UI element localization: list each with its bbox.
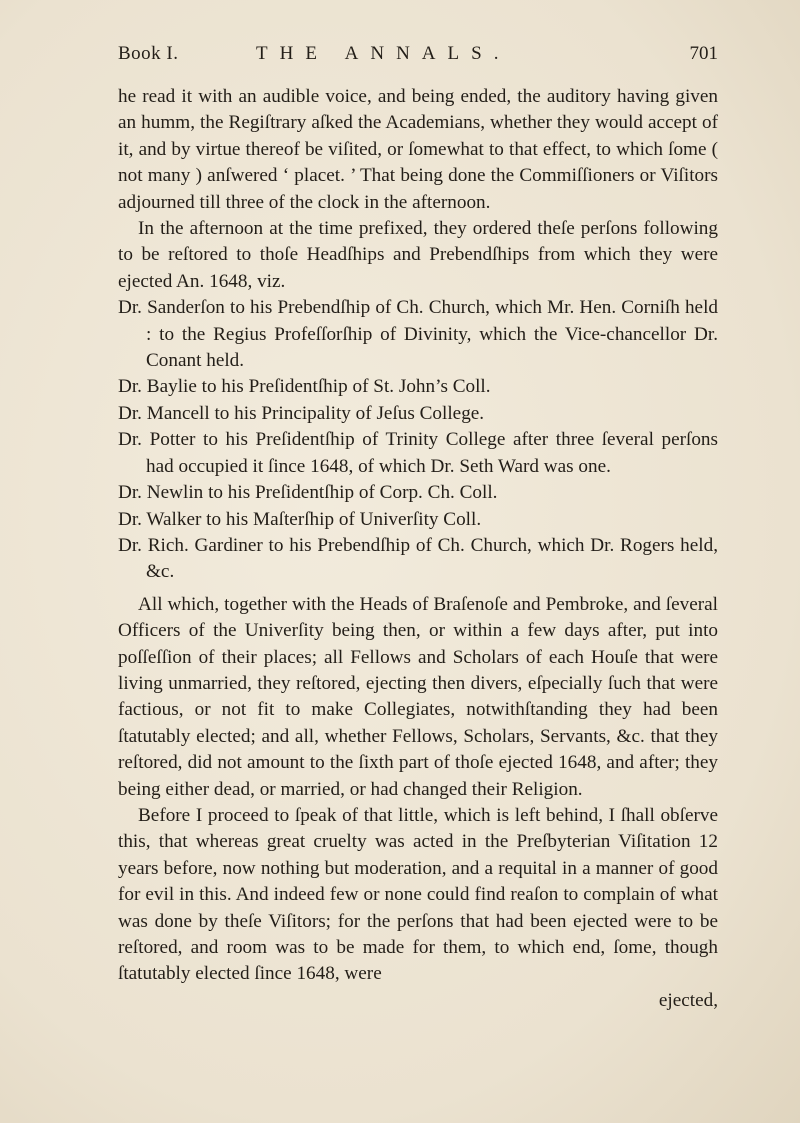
list-item: Dr. Rich. Gardiner to his Prebendſhip of Ch. Church, which Dr. Rogers held, &c. [118, 534, 718, 583]
running-title: THE ANNALS. [256, 43, 511, 64]
book-number: Book I. [118, 43, 179, 64]
list-item: Dr. Walker to his Maſterſhip of Univerſity Coll. [118, 508, 482, 530]
list-item: Dr. Potter to his Preſidentſhip of Trinity College after three ſeveral perſons had occupied it ſince 1648, of which Dr. Seth Ward was one. [118, 429, 718, 477]
list-item: Dr. Mancell to his Principality of Jeſus College. [118, 402, 485, 424]
paragraph: Before I proceed to ſpeak of that little, which is left behind, I ſhall obſerve this, that whereas great cruelty was acted in the Preſbyterian Viſitation 12 years before, now nothing but moderation, and a requital in a manner of good for evil in this. And indeed few or none could find reaſon to complain of what was done by theſe Viſitors; for the perſons that had been ejected were to be reſtored, and room was to be made for them, to which end, ſome, though ſtatutably elected ſince 1648, were [118, 804, 718, 985]
body-text [118, 84, 718, 1014]
paragraph: he read it with an audible voice, and being ended, the auditory having given an humm, the Regiſtrary aſked the Academians, whether they would accept of it, and by virtue thereof be viſited, or ſomewhat to that effect, to which ſome ( not many ) anſwered ‘ placet. ’ That being done the Commiſſioners or Viſitors adjourned till three of the clock in the afternoon. [118, 86, 718, 213]
running-header [118, 43, 718, 75]
list-item: Dr. Newlin to his Preſidentſhip of Corp. Ch. Coll. [118, 482, 498, 504]
paragraph: In the afternoon at the time prefixed, they ordered theſe perſons following to be reſtored to thoſe Headſhips and Prebendſhips from which they were ejected An. 1648, viz. [118, 218, 718, 292]
catchword: ejected, [658, 989, 718, 1011]
paragraph: All which, together with the Heads of Braſenoſe and Pembroke, and ſeveral Officers of the Univerſity being then, or within a few days after, put into poſſeſſion of their places; all Fellows and Scholars of each Houſe that were living unmarried, they reſtored, ejecting then divers, eſpecially ſuch that were factious, or not fit to make Collegiates, notwithſtanding they had been ſtatutably elected; and all, whether Fellows, Scholars, Servants, &c. that they reſtored, did not amount to the ſixth part of thoſe ejected 1648, and after; they being either dead, or married, or had changed their Religion. [118, 593, 718, 800]
page-number: 701 [689, 43, 718, 64]
list-item: Dr. Sanderſon to his Prebendſhip of Ch. Church, which Mr. Hen. Corniſh held : to the Regius Profeſſorſhip of Divinity, which the Vice-chancellor Dr. Conant held. [118, 297, 718, 372]
list-item: Dr. Baylie to his Preſidentſhip of St. John’s Coll. [118, 376, 491, 398]
